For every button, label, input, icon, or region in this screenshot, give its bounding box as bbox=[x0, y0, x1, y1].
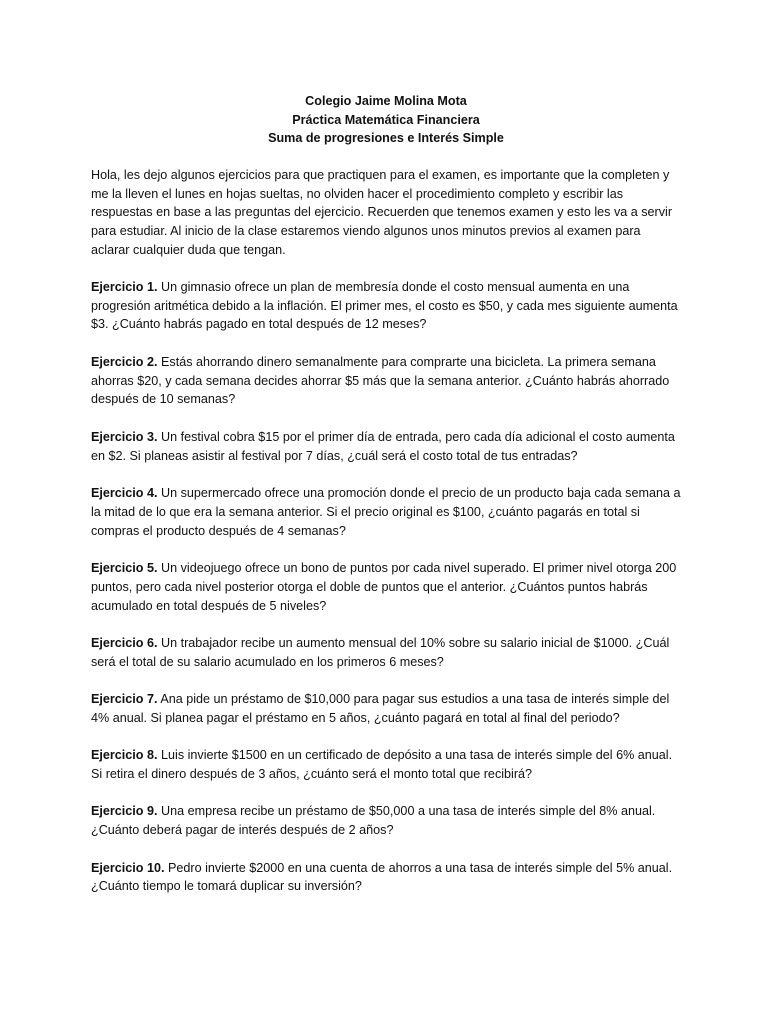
exercise-3 bbox=[91, 428, 681, 466]
subject-title: Práctica Matemática Financiera bbox=[292, 112, 480, 127]
exercise-text: Un trabajador recibe un aumento mensual del 10% sobre su salario inicial de $1000. ¿Cuál será el total de su salario acumulado en los primeros 6 meses? bbox=[91, 635, 670, 669]
exercise-10 bbox=[91, 859, 681, 897]
exercise-2 bbox=[91, 353, 681, 409]
exercise-1 bbox=[91, 278, 681, 334]
exercise-label: Ejercicio 5. bbox=[91, 560, 158, 575]
exercise-label: Ejercicio 2. bbox=[91, 354, 158, 369]
document-header bbox=[91, 92, 681, 148]
exercise-text: Estás ahorrando dinero semanalmente para comprarte una bicicleta. La primera semana ahorras $20, y cada semana decides ahorrar $5 más que la semana anterior. ¿Cuánto habrás ahorrado después de 10 semanas? bbox=[91, 354, 670, 407]
school-name: Colegio Jaime Molina Mota bbox=[305, 94, 467, 108]
topic-title: Suma de progresiones e Interés Simple bbox=[268, 131, 504, 146]
exercise-6 bbox=[91, 634, 681, 672]
exercise-label: Ejercicio 6. bbox=[91, 635, 158, 650]
exercise-label: Ejercicio 4. bbox=[91, 485, 158, 500]
exercise-text: Un gimnasio ofrece un plan de membresía donde el costo mensual aumenta en una progresión aritmética debido a la inflación. El primer mes, el costo es $50, y cada mes siguiente aumenta $3. ¿Cuánto habrás pagado en total después de 12 meses? bbox=[91, 279, 678, 332]
exercise-list bbox=[91, 278, 681, 896]
exercise-text: Ana pide un préstamo de $10,000 para pagar sus estudios a una tasa de interés simple del 4% anual. Si planea pagar el préstamo en 5 años, ¿cuánto pagará en total al final del periodo? bbox=[91, 692, 670, 725]
intro-paragraph: Hola, les dejo algunos ejercicios para que practiquen para el examen, es importante que la completen y me la lleven el lunes en hojas sueltas, no olviden hacer el procedimiento completo y escribir las respuestas en base a las preguntas del ejercicio. Recuerden que tenemos examen y esto les va a servir para estudiar. Al inicio de la clase estaremos viendo algunos unos minutos previos al examen para aclarar cualquier duda que tengan. bbox=[91, 167, 673, 257]
exercise-label: Ejercicio 9. bbox=[91, 804, 158, 819]
exercise-text: Luis invierte $1500 en un certificado de depósito a una tasa de interés simple del 6% anual. Si retira el dinero después de 3 años, ¿cuánto será el monto total que recibirá? bbox=[91, 748, 673, 782]
document-page bbox=[91, 92, 681, 915]
exercise-4 bbox=[91, 484, 681, 540]
exercise-label: Ejercicio 10. bbox=[91, 860, 165, 875]
exercise-7 bbox=[91, 690, 681, 728]
exercise-text: Pedro invierte $2000 en una cuenta de ahorros a una tasa de interés simple del 5% anual. ¿Cuánto tiempo le tomará duplicar su inversión? bbox=[91, 860, 673, 894]
exercise-text: Un supermercado ofrece una promoción donde el precio de un producto baja cada semana a la mitad de lo que era la semana anterior. Si el precio original es $100, ¿cuánto pagarás en total si compras el producto después de 4 semanas? bbox=[91, 485, 681, 538]
exercise-text: Un videojuego ofrece un bono de puntos por cada nivel superado. El primer nivel otorga 200 puntos, pero cada nivel posterior otorga el doble de puntos que el anterior. ¿Cuántos puntos habrás acumulado en total después de 5 niveles? bbox=[91, 560, 677, 613]
exercise-label: Ejercicio 3. bbox=[91, 429, 158, 444]
exercise-9 bbox=[91, 802, 681, 840]
exercise-8 bbox=[91, 746, 681, 784]
exercise-label: Ejercicio 1. bbox=[91, 279, 158, 294]
exercise-5 bbox=[91, 559, 681, 615]
exercise-text: Un festival cobra $15 por el primer día de entrada, pero cada día adicional el costo aumenta en $2. Si planeas asistir al festival por 7 días, ¿cuál será el costo total de tus entradas? bbox=[91, 429, 675, 463]
exercise-label: Ejercicio 8. bbox=[91, 748, 158, 763]
exercise-text: Una empresa recibe un préstamo de $50,000 a una tasa de interés simple del 8% anual. ¿Cuánto deberá pagar de interés después de 2 años? bbox=[91, 804, 656, 838]
exercise-label: Ejercicio 7. bbox=[91, 692, 158, 707]
